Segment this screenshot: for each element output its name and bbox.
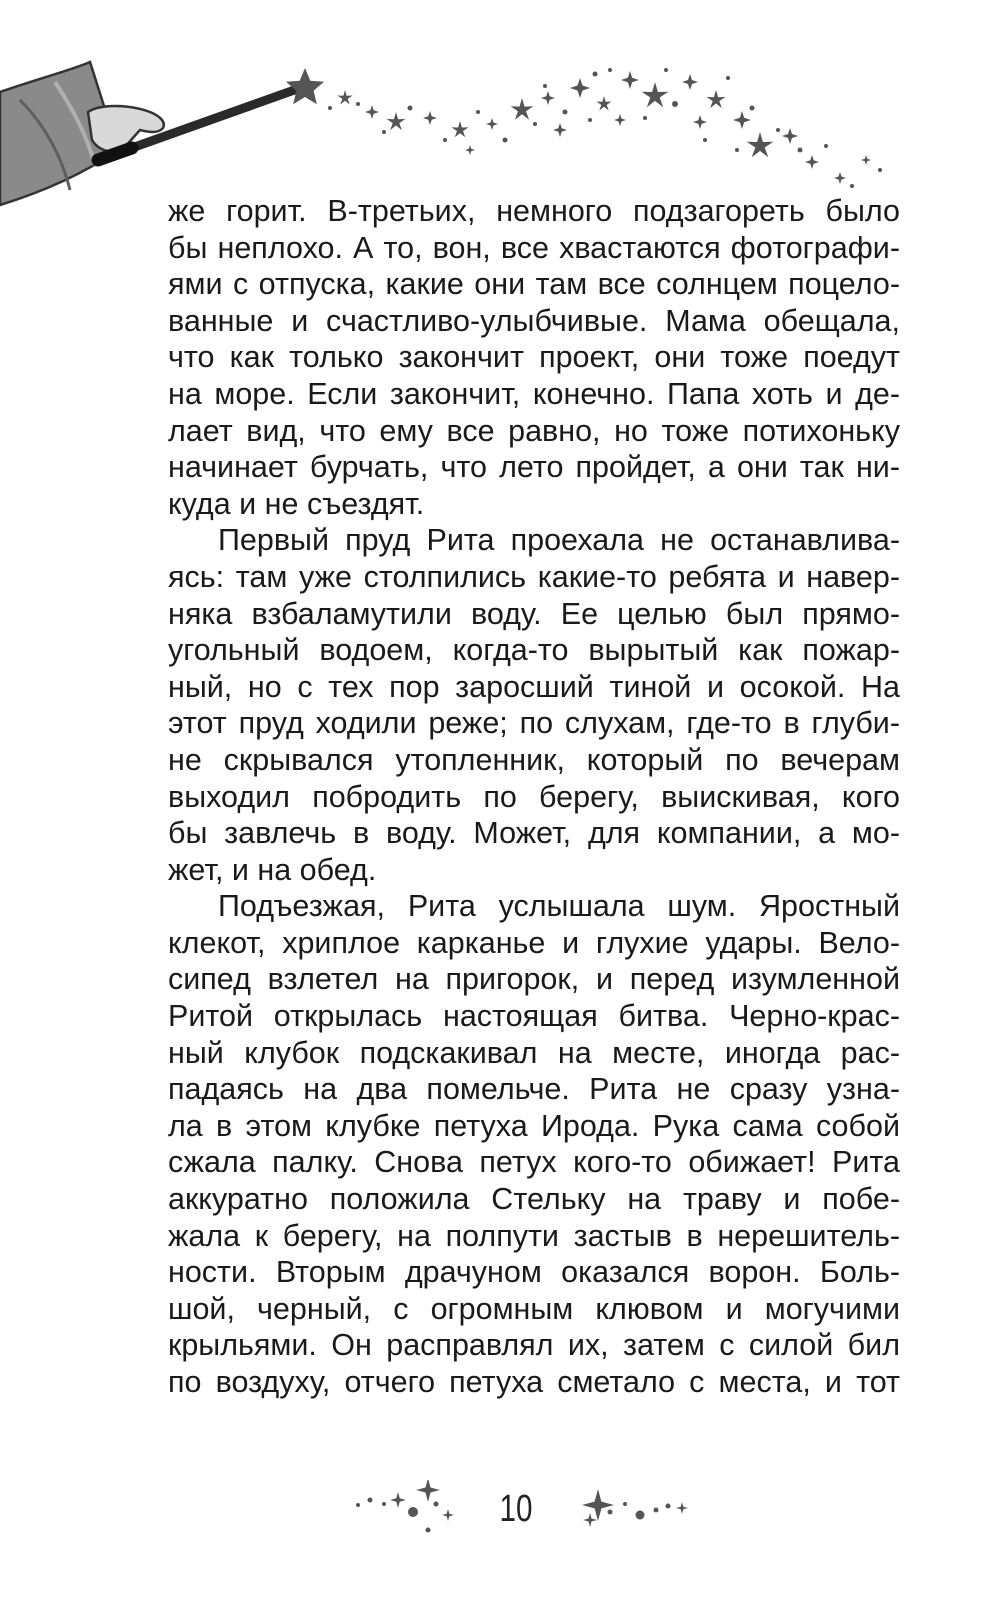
text-line: сжала палку. Снова петух кого-то обижает! Рита xyxy=(168,1145,900,1180)
sparkle-star xyxy=(465,145,475,155)
sparkle-star xyxy=(707,90,726,108)
sparkle-star xyxy=(747,132,774,157)
text-line: ности. Вторым драчуном оказался ворон. Боль- xyxy=(168,1255,900,1290)
sparkle-dot xyxy=(824,144,828,148)
sparkle-star xyxy=(693,115,707,129)
sparkle-star xyxy=(390,1492,406,1508)
text-line: сипед взлетел на пригорок, и перед изумленной xyxy=(168,962,900,997)
sparkle-dot xyxy=(356,102,360,106)
sparkle-dot xyxy=(735,148,739,152)
sparkle-star xyxy=(582,1489,614,1521)
sparkle-dot xyxy=(623,1502,627,1506)
text-line: няка взбаламутили воду. Ее целью был прямо- xyxy=(168,596,900,631)
sparkle-dot xyxy=(426,1528,431,1533)
sparkle-dot xyxy=(563,110,568,115)
sparkle-dot xyxy=(328,106,332,110)
text-line: лает вид, что ему все равно, но тоже потихоньку xyxy=(168,413,900,448)
sparkle-dot xyxy=(533,122,537,126)
sparkle-dot xyxy=(850,184,854,188)
sparkle-dot xyxy=(703,138,707,142)
sparkle-star xyxy=(442,1509,454,1521)
text-line: по воздуху, отчего петуха сметало с места, и тот xyxy=(168,1365,900,1399)
text-line: куда и не съездят. xyxy=(168,486,425,521)
sparkle-dot xyxy=(654,1508,659,1513)
sparkle-star xyxy=(423,111,437,125)
text-line: шой, черный, с огромным клювом и могучими xyxy=(168,1291,900,1326)
text-line: же горит. В-третьих, немного подзагореть было xyxy=(168,194,900,228)
text-line: Первый пруд Рита проехала не останавлива- xyxy=(218,523,900,558)
sparkle-star xyxy=(782,128,798,144)
text-line: бы неплохо. А то, вон, все хвастаются фотографи- xyxy=(168,230,900,265)
text-line: Ритой открылась настоящая битва. Черно-крас- xyxy=(168,999,900,1034)
text-line: крыльями. Он расправлял их, затем с силой бил xyxy=(168,1328,900,1363)
sparkle-star xyxy=(553,123,567,137)
sparkle-dot xyxy=(382,1502,386,1506)
sparkle-star xyxy=(387,112,406,130)
text-line: этот пруд ходили реже; по слухам, где-то в глуби- xyxy=(168,706,900,741)
sparkle-star xyxy=(682,74,698,90)
text-line: аккуратно положила Стельку на траву и побе- xyxy=(168,1182,900,1217)
sparkle-star xyxy=(614,114,626,126)
sparkle-star xyxy=(834,172,846,184)
sparkle-star xyxy=(676,1502,688,1514)
sparkle-star xyxy=(451,121,468,137)
text-line: Подъезжая, Рита услышала шум. Яростный xyxy=(218,889,900,924)
text-line: на море. Если закончит, конечно. Папа хоть и де- xyxy=(168,376,900,411)
sparkle-dot xyxy=(636,1511,645,1520)
sparkle-star xyxy=(570,78,590,98)
text-line: ясь: там уже столпились какие-то ребята и навер- xyxy=(168,559,900,594)
sparkle-trail xyxy=(286,68,882,188)
text-line: выходил побродить по берегу, выискивая, кого xyxy=(168,779,900,814)
sparkle-dot xyxy=(408,1507,418,1517)
sparkle-dot xyxy=(476,110,480,114)
body-text xyxy=(168,193,900,1401)
sparkle-dot xyxy=(750,106,755,111)
header-illustration xyxy=(0,0,1000,210)
sparkle-star xyxy=(733,111,751,129)
text-line: ный клубок подскакивал на месте, иногда рас- xyxy=(168,1035,900,1070)
sparkle-star xyxy=(486,118,498,130)
sparkle-star xyxy=(642,82,669,107)
sparkle-dot xyxy=(368,1498,373,1503)
sparkle-dot xyxy=(408,106,413,111)
sparkle-dot xyxy=(798,148,803,153)
text-line: ный, но с тех пор заросший тиной и осокой. На xyxy=(168,669,900,704)
sparkle-dot xyxy=(672,101,678,107)
sparkle-dot xyxy=(356,1503,360,1507)
sparkle-star xyxy=(511,98,534,120)
page-number: 10 xyxy=(499,1488,533,1530)
sparkle-dot xyxy=(608,1510,613,1515)
sparkle-dot xyxy=(382,130,386,134)
text-line: ла в этом клубке петуха Ирода. Рука сама собой xyxy=(168,1108,900,1143)
sparkle-dot xyxy=(878,168,882,172)
sparkle-star xyxy=(621,71,639,89)
text-line: бы завлечь в воду. Может, для компании, а мо- xyxy=(168,816,900,851)
sparkle-dot xyxy=(726,76,730,80)
text-line: что как только закончит проект, они тоже поедут xyxy=(168,340,900,375)
text-line: не скрывался утопленник, который по вечерам xyxy=(168,742,900,777)
sparkle-dot xyxy=(434,1502,439,1507)
text-line: жала к берегу, на полпути застыв в нерешитель- xyxy=(168,1218,900,1253)
sparkle-dot xyxy=(443,138,447,142)
text-line: ванные и счастливо-улыбчивые. Мама обещала, xyxy=(168,303,900,338)
sparkle-dot xyxy=(543,84,547,88)
text-line: угольный водоем, когда-то вырытый как пожар- xyxy=(168,633,900,668)
sparkle-star xyxy=(416,1480,440,1502)
sparkle-dot xyxy=(776,128,780,132)
sparkle-star xyxy=(583,1513,597,1527)
text-line: ями с отпуска, какие они там все солнцем поцело- xyxy=(168,267,900,302)
sparkle-star xyxy=(365,105,379,119)
sparkle-star xyxy=(861,155,871,165)
sparkle-star xyxy=(337,90,352,105)
sparkle-dot xyxy=(593,72,598,77)
sparkle-dot xyxy=(666,1504,671,1509)
text-line: падаясь на два помельче. Рита не сразу узна- xyxy=(168,1072,900,1107)
text-line: жет, и на обед. xyxy=(168,852,377,887)
sparkle-star xyxy=(805,155,819,169)
sparkle-star xyxy=(596,96,611,111)
text-line: начинает бурчать, что лето пройдет, а они так ни- xyxy=(168,450,900,485)
sparkle-dot xyxy=(503,138,508,143)
sparkle-dot xyxy=(588,118,592,122)
sparkle-dot xyxy=(664,68,668,72)
sparkle-star xyxy=(541,91,555,105)
sparkle-dot xyxy=(643,116,647,120)
sparkle-dot xyxy=(608,68,612,72)
sparkle-star xyxy=(286,68,324,104)
text-line: клекот, хриплое карканье и глухие удары. Вело- xyxy=(168,925,900,960)
